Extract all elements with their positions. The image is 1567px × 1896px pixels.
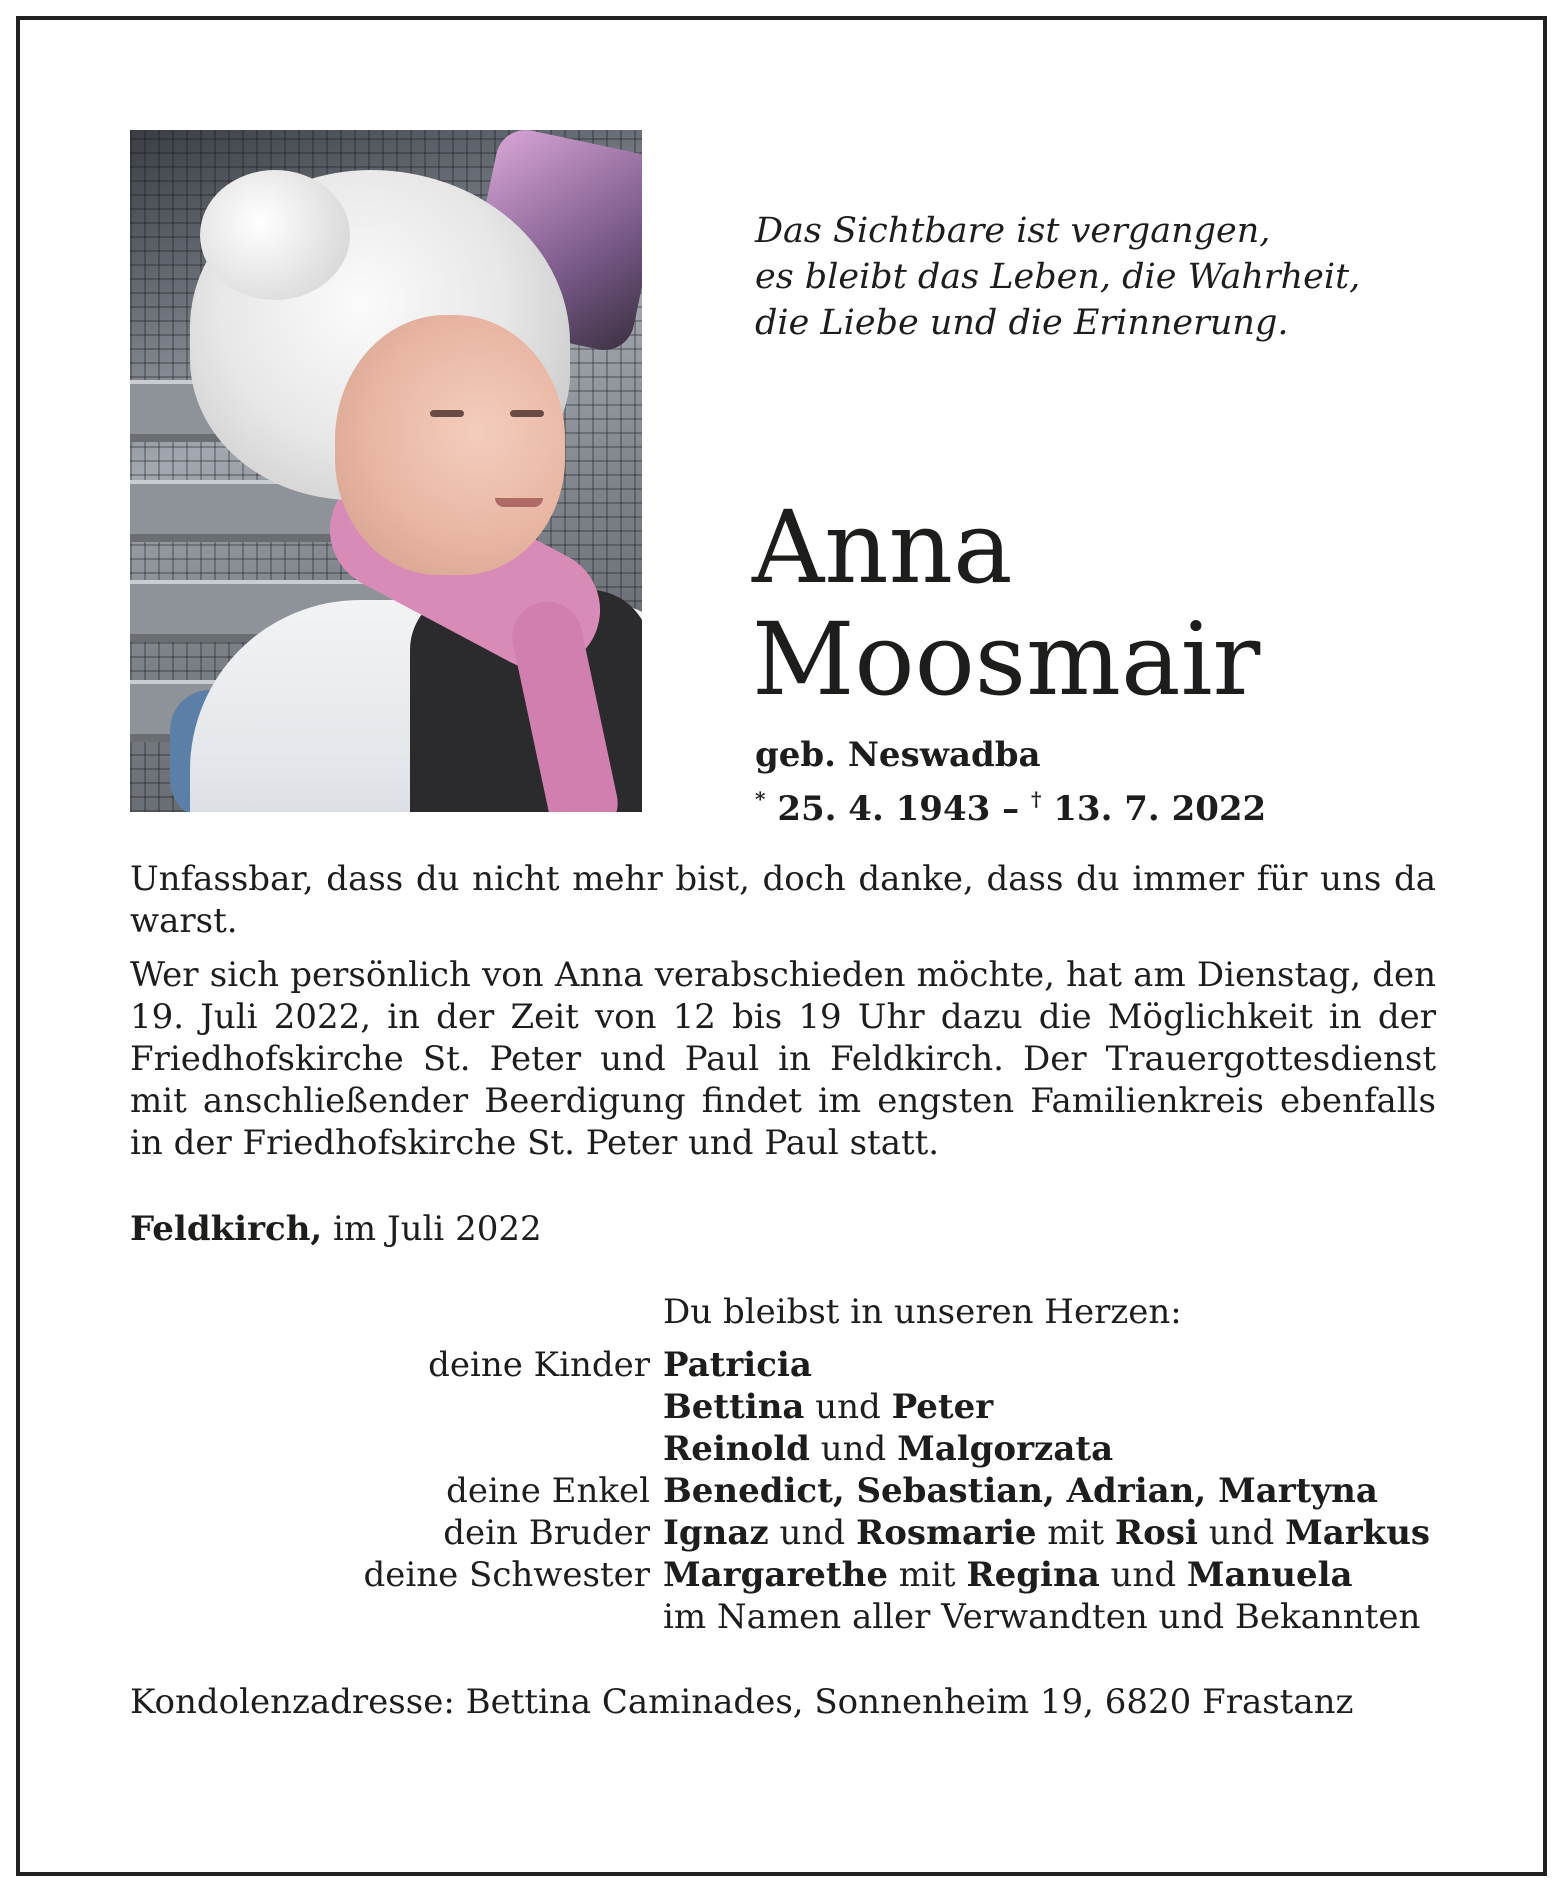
family-member-name: Reinold (663, 1429, 810, 1469)
family-relation: dein Bruder (443, 1513, 650, 1553)
family-connector: im Namen aller Verwandten und Bekannten (663, 1597, 1421, 1637)
family-names (663, 1470, 1378, 1512)
quote-line: die Liebe und die Erinnerung. (755, 303, 1289, 343)
death-symbol: † (1030, 787, 1042, 811)
family-names (663, 1554, 1353, 1596)
family-intro: Du bleibst in unseren Herzen: (663, 1292, 1182, 1332)
family-member-name: Benedict, Sebastian, Adrian, Martyna (663, 1471, 1378, 1511)
last-name: Moosmair (752, 601, 1261, 718)
family-member-name: Manuela (1186, 1555, 1353, 1595)
birth-symbol: * (755, 787, 766, 811)
family-member-name: Rosmarie (855, 1513, 1037, 1553)
photo-face (335, 315, 565, 575)
photo-eye (510, 410, 544, 417)
deceased-name (752, 489, 1261, 718)
death-date: 13. 7. 2022 (1053, 789, 1267, 829)
place-month: im Juli 2022 (322, 1209, 542, 1249)
quote-line: Das Sichtbare ist vergangen, (755, 211, 1271, 251)
condolence-address: Kondolenzadresse: Bettina Caminades, Sonnenheim 19, 6820 Frastanz (130, 1682, 1354, 1722)
first-name: Anna (752, 489, 1013, 606)
family-names (663, 1344, 812, 1386)
family-connector: und (1099, 1555, 1187, 1595)
family-connector: mit (1036, 1513, 1115, 1553)
life-dates (755, 778, 1266, 830)
family-row (130, 1470, 1450, 1512)
family-member-name: Peter (891, 1387, 994, 1427)
family-member-name: Margarethe (663, 1555, 888, 1595)
family-names (663, 1512, 1430, 1554)
photo-mouth (495, 498, 543, 507)
family-names (663, 1428, 1113, 1470)
family-row (130, 1344, 1450, 1386)
place-city: Feldkirch, (130, 1209, 323, 1249)
family-list (130, 1344, 1450, 1638)
family-member-name: Patricia (663, 1345, 812, 1385)
family-row (130, 1386, 1450, 1428)
photo-hair-bun (200, 170, 350, 300)
family-row (130, 1554, 1450, 1596)
family-relation (130, 1428, 663, 1470)
family-names (663, 1596, 1420, 1638)
family-connector: und (804, 1387, 892, 1427)
family-relation: deine Kinder (428, 1345, 650, 1385)
farewell-text: Unfassbar, dass du nicht mehr bist, doch danke, dass du immer für uns da warst. (130, 859, 1436, 941)
photo-eye (430, 410, 464, 417)
family-connector: und (1197, 1513, 1286, 1553)
birth-date: 25. 4. 1943 (777, 789, 991, 829)
family-relation: deine Schwester (363, 1555, 650, 1595)
family-member-name: Regina (966, 1555, 1100, 1595)
family-relation (130, 1596, 663, 1638)
family-relation: deine Enkel (446, 1471, 650, 1511)
family-connector: mit (887, 1555, 967, 1595)
family-member-name: Malgorzata (897, 1429, 1114, 1469)
place-date (130, 1208, 542, 1250)
family-member-name: Ignaz (663, 1513, 769, 1553)
family-row (130, 1428, 1450, 1470)
family-row (130, 1596, 1450, 1638)
ceremony-text: Wer sich persönlich von Anna verabschieden möchte, hat am Dienstag, den 19. Juli 2022, in der Zeit von 12 bis 19 Uhr dazu die Möglichkeit in der Friedhofskirche St. Peter und Paul in Feldkirch. Der Trauergottesdienst mit anschließender Beerdigung findet im engsten Familienkreis ebenfalls in der Friedhofskirche St. Peter und Paul statt. (130, 955, 1436, 1163)
family-names (663, 1386, 993, 1428)
family-row (130, 1512, 1450, 1554)
family-member-name: Bettina (663, 1387, 805, 1427)
portrait-photo (130, 130, 642, 812)
family-member-name: Markus (1285, 1513, 1431, 1553)
family-relation (130, 1386, 663, 1428)
date-dash: – (1002, 789, 1020, 829)
family-connector: und (809, 1429, 898, 1469)
birth-name: geb. Neswadba (755, 735, 1041, 775)
family-connector: und (768, 1513, 856, 1553)
quote-line: es bleibt das Leben, die Wahrheit, (755, 257, 1361, 297)
family-member-name: Rosi (1114, 1513, 1198, 1553)
memorial-quote (755, 208, 1455, 346)
